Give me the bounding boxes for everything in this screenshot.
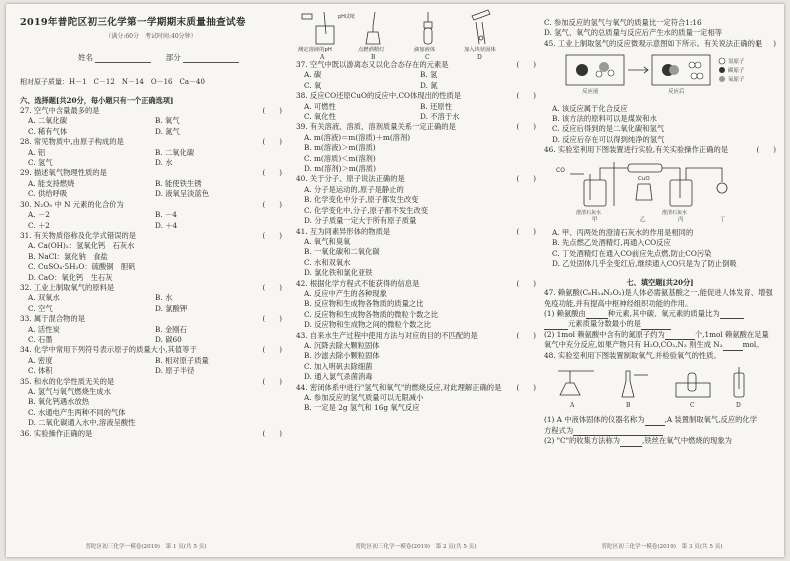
answer-paren[interactable]: ( ) <box>516 123 536 132</box>
option-group <box>296 341 536 383</box>
option-group <box>296 102 536 123</box>
question-stem <box>296 91 536 101</box>
option-item[interactable]: B. m(溶液)＞m(溶质) <box>304 143 376 153</box>
oxygen-atom-icon <box>719 76 725 82</box>
option-group <box>296 185 536 227</box>
question-text: 37. 空气中既以游离态又以化合态存在的元素是 <box>296 60 449 69</box>
option-item[interactable]: B. 金刚石 <box>155 324 187 334</box>
question-text: 36. 实验操作正确的是 <box>20 428 93 438</box>
answer-paren[interactable]: ( ) <box>262 429 282 438</box>
beaker-shape <box>316 26 334 44</box>
apparatus-label-b: 点燃酒精灯 <box>358 47 385 53</box>
q45-option-c[interactable]: C. 反应后得到的是二氧化碳和氢气 <box>552 124 665 134</box>
carbon-atom-icon <box>576 64 588 76</box>
option-item[interactable]: B. 一定是 2g 氢气和 16g 氧气反应 <box>304 403 420 413</box>
alcohol-lamp-icon <box>636 184 652 200</box>
option-item[interactable]: A. －2 <box>28 210 50 220</box>
q44-option-c: C. 参加反应的氢气与氧气的质量比一定符合1:16 <box>544 18 702 27</box>
question-stem <box>20 429 282 439</box>
question-stem <box>20 137 282 147</box>
question-text: 33. 属于混合物的是 <box>20 314 86 324</box>
answer-paren[interactable]: ( ) <box>516 92 536 101</box>
option-item[interactable]: B. 氢 <box>420 70 438 80</box>
option-item[interactable]: D. 原子半径 <box>155 366 195 376</box>
q47-line-5: (2) 1mol 赖氨酸中含有的氮原子约为 个,1mol 赖氨酸在足量 <box>544 329 769 339</box>
answer-paren[interactable]: ( ) <box>516 279 536 288</box>
conical-flask <box>622 371 634 397</box>
option-item[interactable]: C. 水通电产生两种不同的气体 <box>28 407 126 417</box>
option-item[interactable]: A. 可燃性 <box>304 101 336 111</box>
section-fill-title: 七、填空题[共20分] <box>626 277 694 287</box>
q45-options <box>544 104 776 146</box>
answer-blank[interactable] <box>544 321 568 330</box>
limewater-label-1: 澄清石灰水 <box>576 209 602 216</box>
section-choice-title: 六、选择题[共20分，每小题只有一个正确选项] <box>20 95 174 105</box>
option-group <box>20 356 282 377</box>
option-item[interactable]: D. CaO：氧化钙 生石灰 <box>28 272 113 282</box>
option-item[interactable]: C. CuSO₄·5H₂O：硫酸铜 胆矾 <box>28 262 136 272</box>
legend-oxygen: 氧原子 <box>728 77 745 84</box>
option-group <box>296 393 536 414</box>
match-shape <box>373 12 375 26</box>
answer-blank[interactable] <box>620 438 642 447</box>
option-item[interactable]: C. 氢气 <box>28 158 53 168</box>
question-stem <box>20 314 282 324</box>
question-text: 42. 根据化学方程式不能获得的信息是 <box>296 278 420 288</box>
option-item[interactable]: A. 密度 <box>28 355 53 365</box>
answer-paren[interactable]: ( ) <box>262 138 282 147</box>
option-item[interactable]: B. 一氧化碳和二氧化碳 <box>304 247 380 257</box>
footer-page-2: 普陀区初三化学一模卷(2019) 第 2 页(共 5 页) <box>355 544 477 550</box>
q45-option-b[interactable]: B. 该方法的原料可以是煤炭和水 <box>552 114 657 124</box>
option-item[interactable]: A. 碳 <box>304 70 322 80</box>
option-item[interactable]: A. 氧气和臭氧 <box>304 236 351 246</box>
option-item[interactable]: B. 相对原子质量 <box>155 355 209 365</box>
option-group <box>20 148 282 169</box>
lamp-shape <box>366 32 380 44</box>
q47-line-2: 免疫功能,并有提高中枢神经组织功能的作用。 <box>544 298 693 308</box>
exam-sheet <box>6 4 784 557</box>
option-item[interactable]: B. 能使铁生锈 <box>155 178 202 188</box>
option-item[interactable]: D. 水 <box>155 158 173 168</box>
option-item[interactable]: C. 氧化性 <box>304 112 336 122</box>
option-group <box>20 293 282 314</box>
option-item[interactable]: A. 分子是运动的,原子是静止的 <box>304 184 404 194</box>
q48-letter-b: B <box>626 401 631 409</box>
ph-paper-shape <box>302 14 312 19</box>
option-item[interactable]: D. 反应物和生成物之间的微粒个数之比 <box>304 320 431 330</box>
option-group <box>20 210 282 231</box>
option-item[interactable]: B. 二氧化碳 <box>155 147 195 157</box>
option-item[interactable]: C. ＋2 <box>28 220 50 230</box>
q36-apparatus-figure <box>296 8 536 60</box>
answer-blank[interactable] <box>665 331 695 340</box>
q48-letter-d: D <box>736 401 741 409</box>
name-row <box>78 53 282 63</box>
question-stem <box>296 279 536 289</box>
apparatus-label-a: 测定溶液的pH <box>298 47 332 53</box>
option-item[interactable]: C. m(溶质)＜m(溶剂) <box>304 153 376 163</box>
option-group <box>20 179 282 200</box>
option-item[interactable]: D. 不溶于水 <box>420 112 460 122</box>
question-stem <box>20 377 282 387</box>
footer-page-3: 普陀区初三化学一模卷(2019) 第 3 页(共 5 页) <box>601 544 723 550</box>
option-group <box>20 241 282 283</box>
q48-line-2: 方程式为 <box>544 426 776 436</box>
legend-carbon: 碳原子 <box>728 68 745 75</box>
q44-option-d: D. 氢气、氧气的总质量与反应后产生水的质量一定相等 <box>544 28 723 38</box>
bottle-bing <box>670 180 692 206</box>
option-item[interactable]: A. 铝 <box>28 147 46 157</box>
option-item[interactable]: A. 反应中产生的各种现象 <box>304 288 387 298</box>
option-item[interactable]: D. 氯酸钾 <box>155 303 188 313</box>
option-item[interactable]: D. 通入氯气杀菌消毒 <box>304 372 373 382</box>
answer-paren[interactable]: ( ) <box>756 146 776 155</box>
answer-paren[interactable]: ( ) <box>516 383 536 392</box>
option-item[interactable]: A. 参加反应的氢气质量可以无限减小 <box>304 393 424 402</box>
q47-line-1: 47. 赖氨酸(C₆H₁₄N₂O₂)是人体必需氨基酸之一,能促进人体发育、增强 <box>544 288 773 298</box>
oxygen-apparatus <box>552 365 772 409</box>
question-text: 39. 有关溶液、溶质、溶剂质量关系一定正确的是 <box>296 122 456 132</box>
option-item[interactable]: A. Ca(OH)₂：氢氧化钙 石灰水 <box>28 241 135 251</box>
option-group <box>20 387 282 429</box>
answer-blank[interactable] <box>641 321 671 330</box>
question-text: 34. 化学中常用下列符号表示原子的质量大小,其值等于 <box>20 345 197 355</box>
label-yi: 乙 <box>640 216 646 222</box>
label-ding: 丁 <box>720 216 726 222</box>
footer-page-1: 普陀区初三化学一模卷(2019) 第 1 页(共 5 页) <box>85 544 207 550</box>
q48-letter-a: A <box>570 401 575 409</box>
q48-line-1: (1) A 中液体固体的仪器名称为 ,A 装置制取氧气,反应的化学 <box>544 415 758 425</box>
q46-option-a[interactable]: A. 甲、丙两处的澄清石灰水的作用是相同的 <box>552 228 694 238</box>
option-item[interactable]: C. 空气 <box>28 303 53 313</box>
q47-line-3: (1) 赖氨酸由 种元素,其中碳、氧元素的质量比为 <box>544 309 776 319</box>
option-item[interactable]: B. －4 <box>155 210 177 220</box>
option-item[interactable]: A. 二氧化碳 <box>28 116 68 126</box>
apparatus-letter-c: C <box>425 54 430 60</box>
answer-paren[interactable]: ( ) <box>262 377 282 386</box>
name-blank[interactable] <box>95 54 151 63</box>
option-item[interactable]: C. 石墨 <box>28 334 53 344</box>
question-text: 31. 有关物质俗称及化学式错误的是 <box>20 230 137 240</box>
q45-option-a[interactable]: A. 该反应属于化合反应 <box>552 103 628 113</box>
option-item[interactable]: A. 双氧水 <box>28 293 60 303</box>
answer-paren[interactable]: ( ) <box>262 283 282 292</box>
q47-line-4: 元素质量分数最小的是 <box>544 319 776 329</box>
q44-continued <box>544 18 776 39</box>
question-stem <box>20 345 282 355</box>
page-2-column <box>296 4 536 557</box>
question-stem <box>296 383 536 393</box>
question-text: 28. 常见物质中,由原子构成的是 <box>20 137 124 147</box>
answer-paren[interactable]: ( ) <box>516 61 536 69</box>
apparatus-letter-a: A <box>320 54 325 60</box>
question-text: 43. 自来水生产过程中使用方法与对应的目的不匹配的是 <box>296 330 478 340</box>
q47-line-6: 氧气中充分反应,如果产物只有 H₂O,CO₂,N₂ 则生成 N₂ mol。 <box>544 340 764 350</box>
q45-reaction-figure <box>564 53 776 100</box>
apparatus-letter-d: D <box>477 54 482 60</box>
co-reduction-apparatus <box>554 160 764 222</box>
option-item[interactable]: D. 氮气 <box>155 126 180 136</box>
question-text: 44. 密闭体系中进行"氢气和氧气"的燃烧反应,对此理解正确的是 <box>296 382 502 392</box>
option-item[interactable]: C. 化学变化中,分子,原子都不发生改变 <box>304 205 429 215</box>
label-jia: 甲 <box>592 216 598 222</box>
atomic-mass-line: 相对原子质量：H－1 C－12 N－14 O－16 Ca－40 <box>20 78 205 87</box>
heating-lamp <box>560 383 580 395</box>
question-text: 40. 关于分子、原子说法正确的是 <box>296 174 405 184</box>
bottle-jia <box>584 180 606 206</box>
option-item[interactable]: C. 反应物和生成物各物质的微粒个数之比 <box>304 309 439 319</box>
q48-stem: 48. 实验室利用下图装置制取氧气,并检验氧气的性质。 <box>544 350 721 360</box>
answer-blank[interactable] <box>720 310 744 319</box>
label-bing: 丙 <box>678 216 684 222</box>
answer-blank[interactable] <box>723 342 743 351</box>
option-item[interactable]: D. 分子质量一定大于所有原子质量 <box>304 216 417 226</box>
test-tube-shape <box>424 28 432 44</box>
question-stem <box>20 283 282 293</box>
question-stem <box>20 106 282 116</box>
question-stem <box>296 227 536 237</box>
option-item[interactable]: A. 能支持燃烧 <box>28 178 75 188</box>
page-1-column <box>20 4 282 557</box>
q48-apparatus-figure <box>552 365 776 412</box>
q46-apparatus-figure <box>554 160 776 225</box>
solid-block-shape <box>479 36 483 40</box>
answer-paren[interactable]: ( ) <box>262 315 282 324</box>
question-text: 30. N₂O₅ 中 N 元素的化合价为 <box>20 199 124 209</box>
option-item[interactable]: C. 加入明矾去除细菌 <box>304 361 373 371</box>
q46-option-c[interactable]: C. 丁处酒精灯在通入CO前应先点燃,防止CO污染 <box>552 248 712 258</box>
question-stem <box>296 331 536 341</box>
answer-paren[interactable]: ( ) <box>262 231 282 240</box>
question-text: 29. 描述氧气物理性质的是 <box>20 168 107 178</box>
option-item[interactable]: C. 水和双氧水 <box>304 257 351 267</box>
option-item[interactable]: D. 氯化铁和氯化亚铁 <box>304 268 373 278</box>
reaction-arrow-icon <box>628 67 648 73</box>
option-item[interactable]: B. NaCl：氯化钠 食盐 <box>28 251 108 261</box>
choice-question-list-2 <box>296 60 536 414</box>
question-stem <box>20 200 282 210</box>
co-label: CO <box>556 166 565 174</box>
option-item[interactable]: B. 化学变化中分子,原子都发生改变 <box>304 195 419 205</box>
answer-blank[interactable] <box>586 310 608 319</box>
question-stem <box>296 122 536 132</box>
answer-paren[interactable]: ( ) <box>516 227 536 236</box>
question-text: 27. 空气中含量最多的是 <box>20 106 100 116</box>
apparatus-letter-b: B <box>371 54 376 60</box>
option-item[interactable]: D. 碳60 <box>155 334 182 344</box>
tilted-tube-shape <box>472 10 490 20</box>
page-3-column <box>544 4 776 557</box>
q46-stem: 46. 实验室利用下图装置进行实验,有关实验操作正确的是 ( ) <box>544 145 776 155</box>
legend-hydrogen: 氢原子 <box>728 59 745 66</box>
option-item[interactable]: B. 氧化钙遇水放热 <box>28 397 90 407</box>
option-item[interactable]: B. 反应物和生成物各物质的质量之比 <box>304 299 424 309</box>
answer-paren[interactable]: ( ) <box>262 169 282 178</box>
question-stem <box>296 174 536 184</box>
option-item[interactable]: A. 沉降去除大颗粒固体 <box>304 340 380 350</box>
option-item[interactable]: D. 氮 <box>420 80 438 90</box>
q48-letter-c: C <box>690 401 695 409</box>
option-item[interactable]: B. 氧气 <box>155 116 180 126</box>
glass-rod-shape <box>324 12 326 34</box>
q45-option-d[interactable]: D. 反应后存在可以得到纯净的氢气 <box>552 134 665 144</box>
option-item[interactable]: D. ＋4 <box>155 220 178 230</box>
exam-subtitle: （满分:60分 考试时间:40分钟） <box>105 33 197 41</box>
water-trough <box>676 383 710 397</box>
answer-paren[interactable]: ( ) <box>262 200 282 209</box>
option-item[interactable]: B. 沙滤去除小颗粒固体 <box>304 351 380 361</box>
after-label: 反应后 <box>668 89 685 96</box>
option-group <box>296 289 536 331</box>
option-group <box>296 133 536 175</box>
option-item[interactable]: B. 水 <box>155 293 173 303</box>
answer-paren[interactable]: ( ) <box>262 107 282 116</box>
option-item[interactable]: A. 氢气与氧气燃烧生成水 <box>28 387 111 396</box>
option-group <box>296 70 536 91</box>
answer-paren[interactable]: ( ) <box>516 175 536 184</box>
class-blank[interactable] <box>183 54 239 63</box>
question-stem <box>20 168 282 178</box>
reduction-tube <box>628 164 662 172</box>
q46-options <box>544 228 776 270</box>
option-item[interactable]: C. 稀有气体 <box>28 126 68 136</box>
q46-option-b[interactable]: B. 先点燃乙处酒精灯,再通入CO反应 <box>552 238 671 248</box>
answer-blank[interactable] <box>645 417 665 426</box>
option-item[interactable]: D. 二氧化碳通入水中,溶液呈酸性 <box>28 418 136 428</box>
ph-paper-label: pH试纸 <box>338 14 355 20</box>
option-item[interactable]: D. m(溶剂)＞m(溶质) <box>304 164 376 174</box>
apparatus-label-d: 加入块状固体 <box>464 47 496 53</box>
option-item[interactable]: C. 体积 <box>28 366 53 376</box>
option-group <box>20 325 282 346</box>
answer-paren[interactable]: ( ) <box>516 331 536 340</box>
answer-paren[interactable]: ( ) <box>756 39 776 48</box>
reaction-diagram <box>564 53 774 97</box>
q45-stem: 45. 工业上制取氢气的反应微观示意图如下所示。有关说法正确的是 ( ) <box>544 38 776 48</box>
option-item[interactable]: A. m(溶液)＝m(溶质)＋m(溶剂) <box>304 132 411 142</box>
answer-paren[interactable]: ( ) <box>262 346 282 355</box>
option-item[interactable]: B. 还原性 <box>420 101 452 111</box>
question-text: 41. 互为同素异形体的物质是 <box>296 226 391 236</box>
option-group <box>20 116 282 137</box>
option-group <box>296 237 536 279</box>
answer-blank[interactable] <box>573 427 663 436</box>
q48-line-3: (2) "C"的收集方法称为 ,铁丝在氧气中燃烧的现象为 <box>544 436 732 446</box>
limewater-label-2: 澄清石灰水 <box>662 209 688 216</box>
question-stem <box>20 231 282 241</box>
cuo-label: CuO <box>638 175 650 182</box>
name-label: 姓名 <box>78 52 93 62</box>
flame-ding <box>717 183 727 193</box>
question-text: 35. 和水的化学性质无关的是 <box>20 376 115 386</box>
class-label: 部分 <box>165 52 181 62</box>
option-item[interactable]: A. 活性炭 <box>28 324 60 334</box>
question-text: 32. 工业上制取氧气的原料是 <box>20 282 115 292</box>
q46-option-d[interactable]: D. 乙处固体几乎全变红后,继续通入CO只是为了防止倒吸 <box>552 259 737 269</box>
hydrogen-atom-icon <box>719 58 725 64</box>
question-stem <box>296 60 536 70</box>
choice-question-list <box>20 106 282 439</box>
apparatus-label-c: 滴加液体 <box>414 47 436 53</box>
option-item[interactable]: C. 供给呼吸 <box>28 189 68 199</box>
option-item[interactable]: D. 液氧呈淡蓝色 <box>155 189 210 199</box>
question-text: 38. 反应CO还原CuO的反应中,CO体现出的性质是 <box>296 91 462 101</box>
exam-title: 2019年普陀区初三化学第一学期期末质量抽查试卷 <box>20 17 246 28</box>
apparatus-drawings <box>296 8 536 60</box>
before-label: 反应前 <box>582 89 599 96</box>
option-item[interactable]: C. 氧 <box>304 80 322 90</box>
